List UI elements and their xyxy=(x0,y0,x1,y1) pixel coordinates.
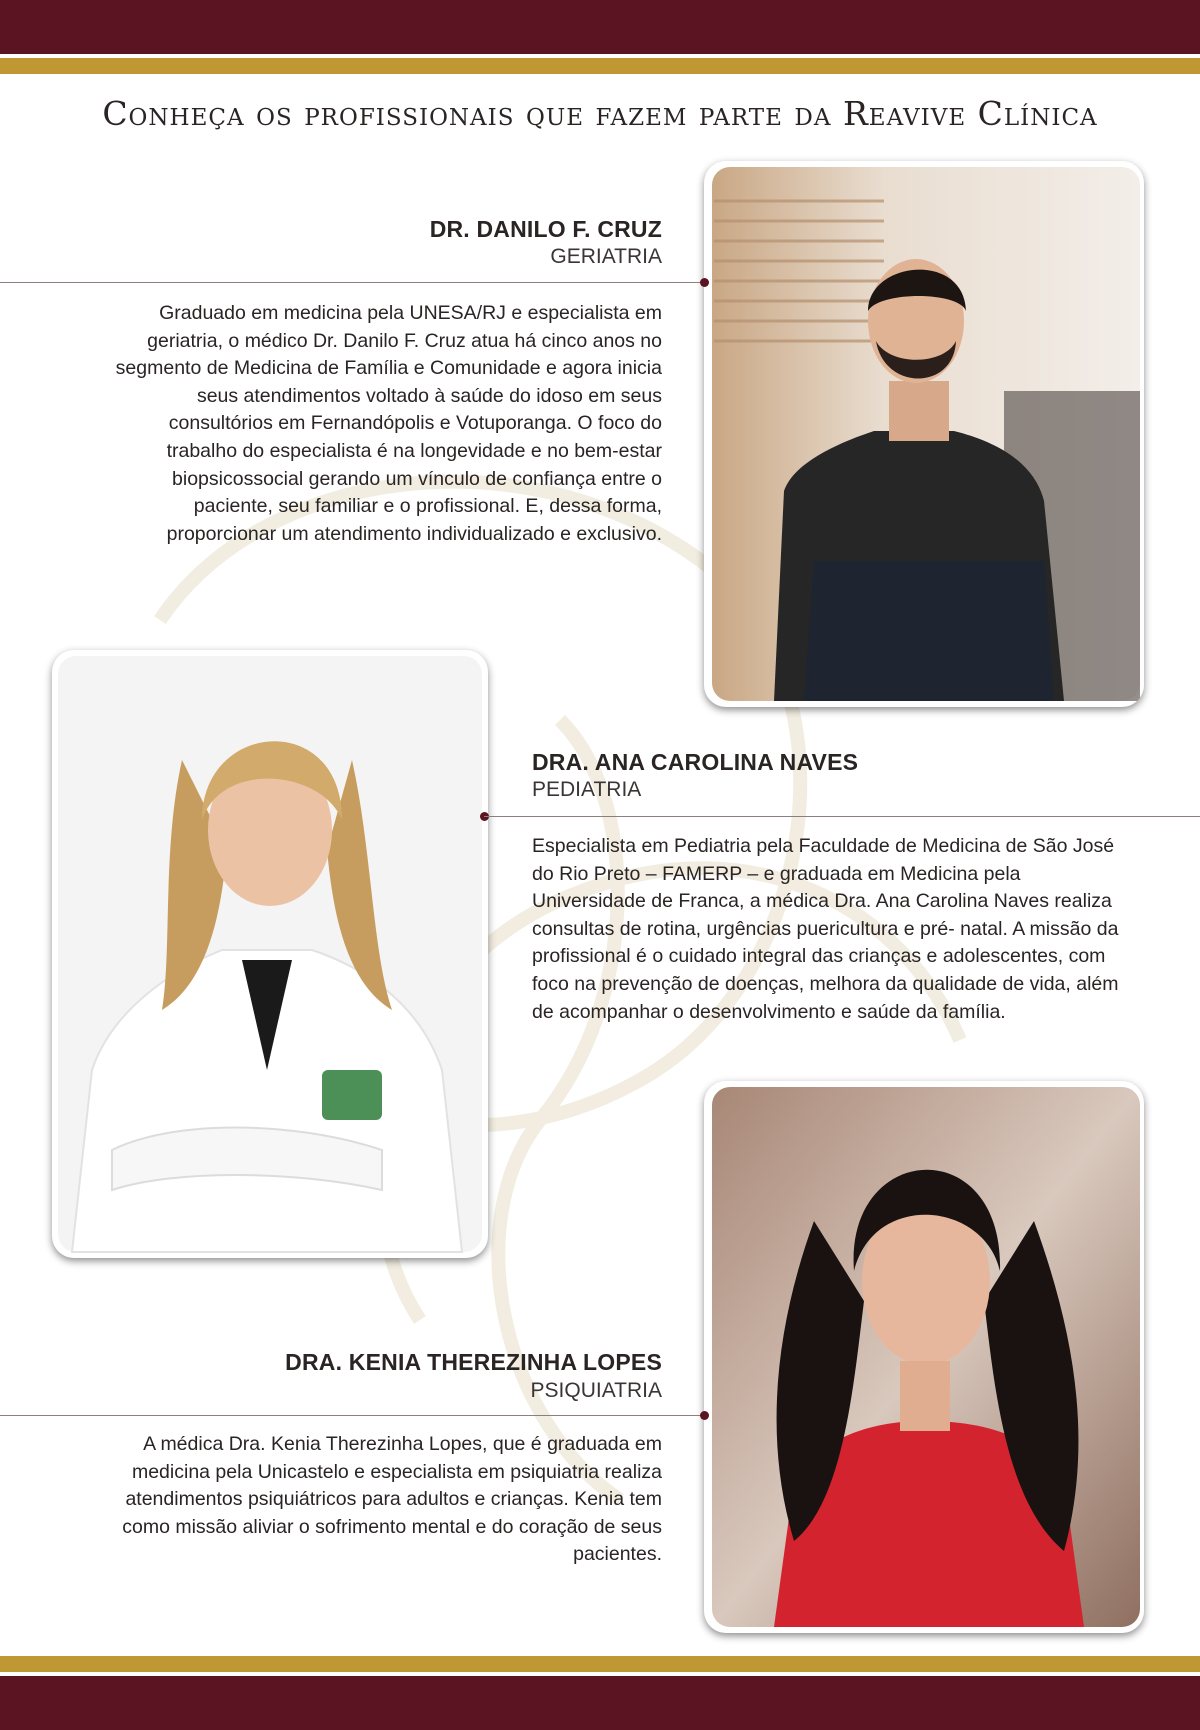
photo-ana-carolina-naves xyxy=(52,650,488,1258)
divider-line xyxy=(0,1415,704,1416)
bottom-band xyxy=(0,1676,1200,1730)
page-title: Conheça os profissionais que fazem parte da Reavive Clínica xyxy=(102,94,1098,133)
doctor-bio: Especialista em Pediatria pela Faculdade de Medicina de São José do Rio Preto – FAMERP – e graduada em Medicina pela Universidade de Franca, a médica Dra. Ana Carolina Naves realiza consultas de rotina, urgências puericultura e pré- natal. A missão da profissional é o cuidado integral das crianças e adolescentes, com foco na prevenção de doenças, melhora da qualidade de vida, além de acompanhar o desenvolvimento e saúde da família. xyxy=(532,835,1119,1023)
divider-dot xyxy=(700,1411,709,1420)
doctor-name: DR. DANILO F. CRUZ xyxy=(429,216,662,242)
doctor-specialty: GERIATRIA xyxy=(550,245,662,268)
doctor-bio: Graduado em medicina pela UNESA/RJ e especialista em geriatria, o médico Dr. Danilo F. Cruz atua há cinco anos no segmento de Medicina de Família e Comunidade e agora inicia seus atendimentos voltado à saúde do idoso em seus consultórios em Fernandópolis e Votuporanga. O foco do trabalho do especialista é na longevidade e no bem-estar biopsicossocial gerando um vínculo de confiança entre o paciente, seu familiar e o profissional. E, dessa forma, proporcionar um atendimento individualizado e exclusivo. xyxy=(115,302,662,545)
doctor-name: DRA. ANA CAROLINA NAVES xyxy=(532,749,859,775)
doctor-bio: A médica Dra. Kenia Therezinha Lopes, que é graduada em medicina pela Unicastelo e especialista em psiquiatria realiza atendimentos psiquiátricos para adultos e crianças. Kenia tem como missão aliviar o sofrimento mental e do coração de seus pacientes. xyxy=(122,1433,662,1566)
top-band-gold-stripe xyxy=(0,58,1200,74)
doctor-name: DRA. KENIA THEREZINHA LOPES xyxy=(285,1349,662,1375)
doctor-specialty: PSIQUIATRIA xyxy=(530,1379,662,1402)
photo-danilo-cruz xyxy=(704,161,1144,707)
doctor-specialty: PEDIATRIA xyxy=(532,778,642,801)
top-band xyxy=(0,0,1200,54)
divider-line xyxy=(484,816,1200,817)
divider-line xyxy=(0,282,704,283)
divider-dot xyxy=(700,278,709,287)
photo-kenia-therezinha-lopes xyxy=(704,1081,1144,1633)
bottom-band-gold-stripe xyxy=(0,1656,1200,1672)
